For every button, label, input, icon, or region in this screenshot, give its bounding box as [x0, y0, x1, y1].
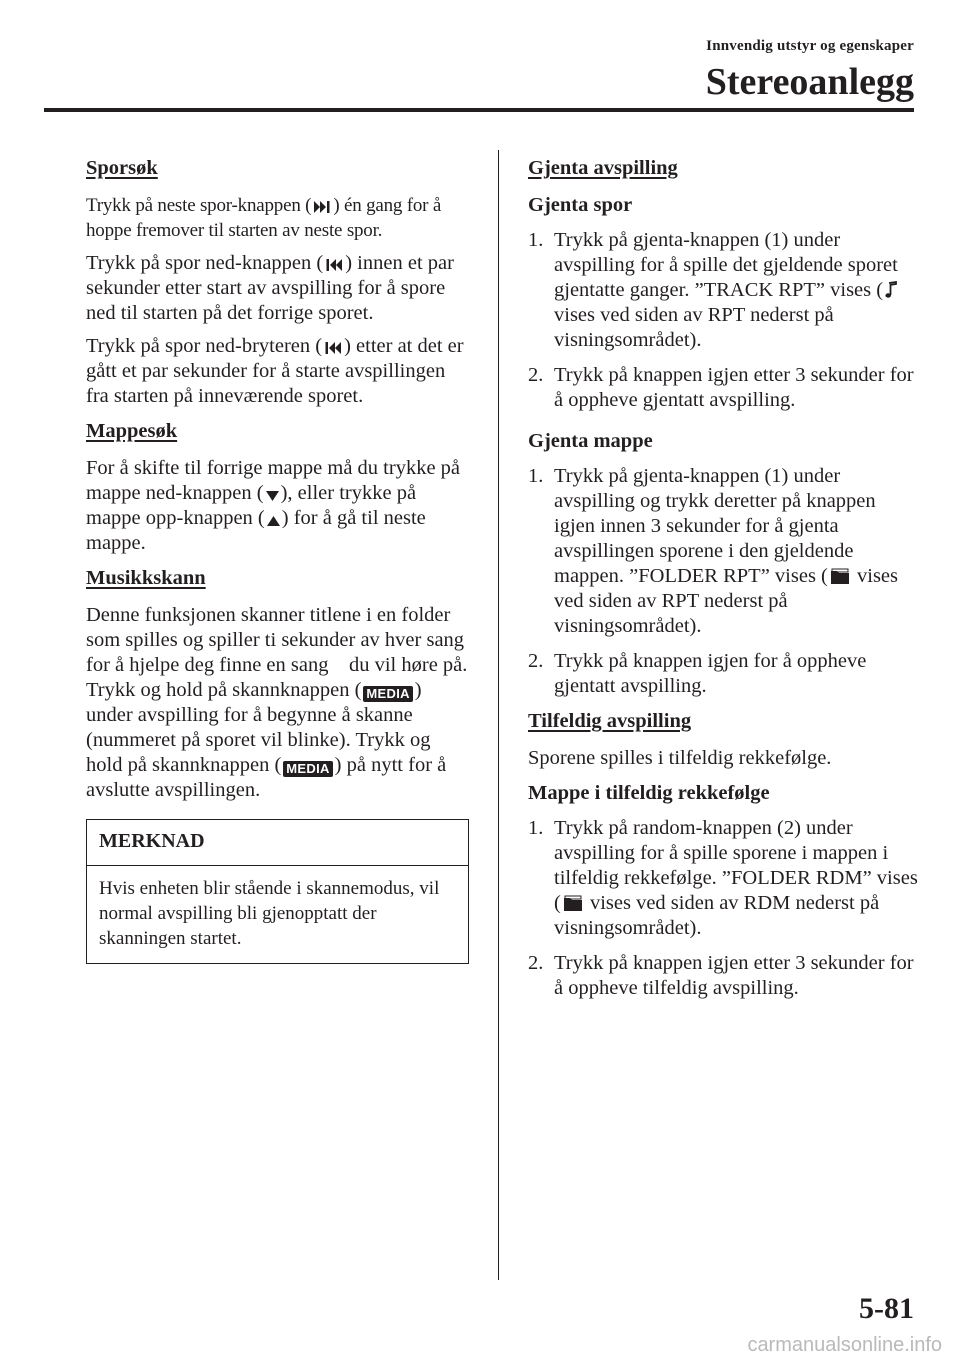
music-note-icon [885, 281, 897, 299]
page-title: Stereoanlegg [705, 61, 914, 103]
section-title-mappesok: Mappesøk [86, 420, 178, 442]
paragraph-scan-description: Denne funksjonen skanner titlene i en folder som spilles og spiller ti sekunder av hver sang for å hjelpe deg finne en sang du vil høre på. [86, 604, 470, 676]
paragraph-scan-instructions: Trykk og hold på skannknappen ( MEDIA ) under avspilling for å begynne å skanne (nummeret på sporet vil blinke). Trykk og hold på skannknappen ( MEDIA ) på nytt for å avslutte avspillingen. [86, 679, 447, 801]
previous-track-icon [325, 258, 343, 272]
media-button-icon: MEDIA [283, 761, 332, 777]
note-title: MERKNAD [87, 820, 468, 866]
header-rule [44, 108, 914, 112]
folder-up-icon [267, 515, 280, 527]
note-box [86, 819, 469, 964]
paragraph-random: Sporene spilles i tilfeldig rekkefølge. [528, 747, 832, 769]
list-item: 1. Trykk på gjenta-knappen (1) under avspilling og trykk deretter på knappen igjen innen 3 sekunder for å gjenta avspillingen sporene i den gjeldende mappen. ”FOLDER RPT” vises ( vises ved siden av RPT nederst på visningsområdet). [528, 465, 898, 637]
paragraph-prev-track-restart: Trykk på spor ned-bryteren ( ) etter at det er gått et par sekunder for å starte avspillingen fra starten på inneværende sporet. [86, 335, 464, 407]
list-item: 2. Trykk på knappen igjen etter 3 sekunder for å oppheve gjentatt avspilling. [528, 364, 914, 411]
note-body: Hvis enheten blir stående i skannemodus, vil normal avspilling bli gjenopptatt der skanningen startet. [99, 878, 440, 949]
paragraph-folder-search: For å skifte til forrige mappe må du trykke på mappe ned-knappen ( ), eller trykke på mappe opp-knappen ( ) for å gå til neste mappe. [86, 457, 461, 554]
list-item: 1. Trykk på random-knappen (2) under avspilling for å spille sporene i mappen i tilfeldig rekkefølge. ”FOLDER RDM” vises ( vises ved siden av RDM nederst på visningsområdet). [528, 817, 918, 939]
subsection-title-mappe-tilfeldig: Mappe i tilfeldig rekkefølge [528, 782, 770, 804]
media-button-icon: MEDIA [363, 686, 412, 702]
paragraph-prev-track: Trykk på spor ned-knappen ( ) innen et par sekunder etter start av avspilling for å spore ned til starten på det forrige sporet. [86, 252, 454, 324]
watermark: carmanualsonline.info [747, 1334, 942, 1356]
paragraph-next-track: Trykk på neste spor-knappen ( ) én gang for å hoppe fremover til starten av neste spor. [86, 195, 442, 241]
next-track-icon [313, 200, 331, 214]
repeat-track-steps [528, 228, 918, 413]
section-title-musikkskann: Musikkskann [86, 567, 206, 589]
list-item: 2. Trykk på knappen igjen etter 3 sekunder for å oppheve tilfeldig avspilling. [528, 952, 914, 999]
right-column [528, 156, 918, 1011]
left-column [86, 156, 471, 964]
repeat-folder-steps [528, 464, 918, 699]
folder-down-icon [266, 490, 279, 502]
column-divider [498, 150, 499, 1280]
folder-icon [830, 568, 850, 585]
section-title-sporsok: Sporsøk [86, 157, 158, 179]
subsection-title-gjenta-mappe: Gjenta mappe [528, 430, 653, 452]
section-title-tilfeldig-avspilling: Tilfeldig avspilling [528, 710, 692, 732]
random-folder-steps [528, 816, 918, 1001]
chapter-subtitle: Innvendig utstyr og egenskaper [706, 38, 914, 54]
list-item: 1. Trykk på gjenta-knappen (1) under avspilling for å spille det gjeldende sporet gjentatte ganger. ”TRACK RPT” vises (vises ved siden av RPT nederst på visningsområdet). [528, 229, 898, 351]
previous-track-icon [324, 341, 342, 355]
section-title-gjenta-avspilling: Gjenta avspilling [528, 157, 678, 179]
list-item: 2. Trykk på knappen igjen for å oppheve gjentatt avspilling. [528, 650, 867, 697]
subsection-title-gjenta-spor: Gjenta spor [528, 194, 633, 216]
page-number: 5-81 [859, 1292, 914, 1325]
folder-icon [563, 895, 583, 912]
